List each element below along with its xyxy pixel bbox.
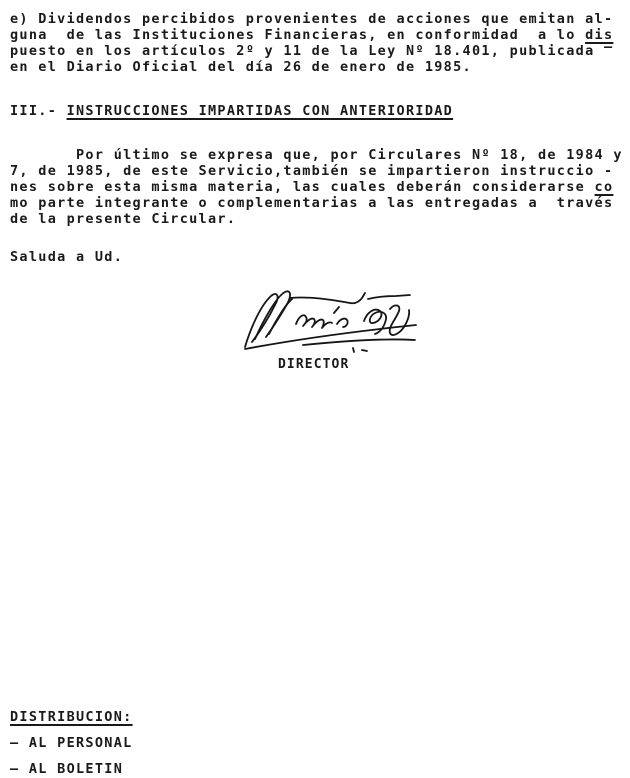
text-line: mo parte integrante o complementarias a las entregadas a través — [10, 195, 614, 211]
text-line: nes sobre esta misma materia, las cuales deberán considerarse co — [10, 179, 614, 195]
text-line: DISTRIBUCION: — [10, 709, 133, 725]
text-line: en el Diario Oficial del día 26 de enero de 1985. — [10, 59, 472, 75]
text-line: guna de las Instituciones Financieras, en conformidad a lo dis — [10, 27, 614, 43]
closing-salutation: Saluda a Ud. — [10, 249, 124, 265]
paragraph-instrucciones — [10, 147, 623, 227]
distribution-heading — [10, 709, 133, 725]
director-signature-icon — [238, 288, 428, 354]
text-line: de la presente Circular. — [10, 211, 237, 227]
distribution-item-boletin: — AL BOLETIN — [10, 761, 124, 777]
text-line: 7, de 1985, de este Servicio,también se impartieron instruccio - — [10, 163, 614, 179]
distribution-item-personal: — AL PERSONAL — [10, 735, 133, 751]
text-line: Por último se expresa que, por Circulares Nº 18, de 1984 y — [10, 147, 623, 163]
signer-title: DIRECTOR — [278, 357, 350, 372]
text-line: puesto en los artículos 2º y 11 de la Ley Nº 18.401, publicada — — [10, 39, 614, 59]
paragraph-dividendos — [10, 11, 613, 75]
signature-image — [238, 288, 428, 354]
section-heading-instrucciones-anteriores — [10, 103, 453, 119]
text-line: III.- INSTRUCCIONES IMPARTIDAS CON ANTERIORIDAD — [10, 103, 454, 119]
text-line: e) Dividendos percibidos provenientes de acciones que emitan al- — [10, 11, 614, 27]
